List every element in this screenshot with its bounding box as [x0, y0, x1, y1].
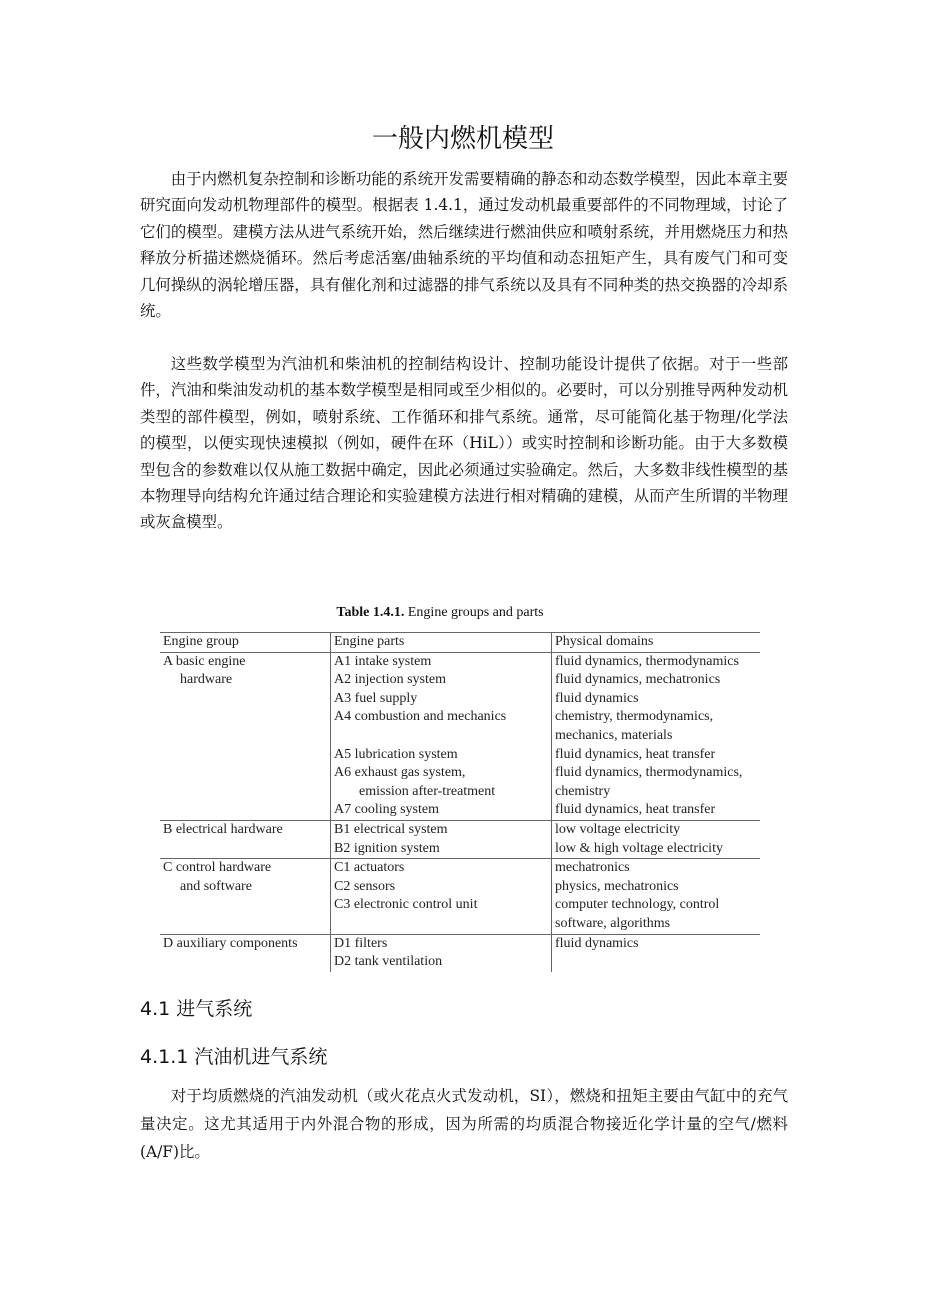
table-row	[160, 896, 760, 915]
table-cell: fluid dynamics, heat transfer	[552, 801, 761, 820]
table-cell: A basic engine	[163, 653, 246, 669]
table-cell	[552, 953, 761, 972]
header-physical-domains: Physical domains	[552, 633, 761, 653]
header-engine-parts: Engine parts	[331, 633, 552, 653]
table-row	[160, 690, 760, 709]
table-cell	[160, 915, 331, 934]
table-row	[160, 801, 760, 820]
table-cell	[160, 708, 331, 727]
table-row	[160, 746, 760, 765]
table-cell: A7 cooling system	[331, 801, 552, 820]
table-row	[160, 934, 760, 953]
table-cell	[331, 915, 552, 934]
table-cell: A1 intake system	[331, 652, 552, 671]
table-cell: computer technology, control	[552, 896, 761, 915]
table-cell: fluid dynamics, thermodynamics,	[552, 764, 761, 783]
section-number: 4.1	[140, 998, 171, 1020]
table-cell	[160, 840, 331, 859]
table-row	[160, 708, 760, 727]
table-cell	[160, 953, 331, 972]
table-cell: fluid dynamics, mechatronics	[552, 671, 761, 690]
table-caption-number: Table 1.4.1.	[336, 605, 405, 620]
table-row	[160, 859, 760, 878]
table-cell: hardware	[180, 672, 233, 688]
page-title: 一般内燃机模型	[371, 124, 554, 154]
table-cell: mechanics, materials	[552, 727, 761, 746]
table-cell: A4 combustion and mechanics	[331, 708, 552, 727]
table-row	[160, 727, 760, 746]
header-engine-group: Engine group	[160, 633, 331, 653]
table-cell: C3 electronic control unit	[331, 896, 552, 915]
table-cell: software, algorithms	[552, 915, 761, 934]
section-title: 汽油机进气系统	[194, 1046, 328, 1068]
engine-groups-table	[160, 632, 760, 972]
section-heading-4-1-1	[140, 1042, 327, 1069]
table-row	[160, 671, 760, 690]
table-cell: chemistry	[552, 783, 761, 802]
table-cell: C1 actuators	[331, 859, 552, 878]
table-cell: D2 tank ventilation	[331, 953, 552, 972]
table-cell: and software	[180, 878, 252, 894]
table-cell: A2 injection system	[331, 671, 552, 690]
table-cell: C control hardware	[160, 859, 331, 878]
table-cell: D1 filters	[331, 934, 552, 953]
section-heading-4-1	[140, 994, 252, 1021]
table-cell: D auxiliary components	[160, 934, 331, 953]
table-row	[160, 878, 760, 897]
table-cell	[160, 727, 331, 746]
section-number: 4.1.1	[140, 1046, 189, 1068]
table-cell	[160, 690, 331, 709]
table-row	[160, 953, 760, 972]
table-cell	[160, 896, 331, 915]
table-cell: physics, mechatronics	[552, 878, 761, 897]
table-row	[160, 652, 760, 671]
table-row	[160, 840, 760, 859]
table-cell	[160, 764, 331, 783]
table-row	[160, 820, 760, 839]
table-cell: A3 fuel supply	[331, 690, 552, 709]
table-row	[160, 915, 760, 934]
table-cell: B2 ignition system	[331, 840, 552, 859]
table-cell: emission after-treatment	[331, 783, 552, 802]
table-cell: low voltage electricity	[552, 820, 761, 839]
table-cell: A5 lubrication system	[331, 746, 552, 765]
table-caption	[163, 605, 717, 621]
table-row	[160, 783, 760, 802]
table-cell: fluid dynamics, heat transfer	[552, 746, 761, 765]
table-cell: fluid dynamics	[552, 690, 761, 709]
table-row	[160, 764, 760, 783]
table-caption-text: Engine groups and parts	[404, 605, 544, 620]
table-cell: low & high voltage electricity	[552, 840, 761, 859]
paragraph-models: 这些数学模型为汽油机和柴油机的控制结构设计、控制功能设计提供了依据。对于一些部件，汽油和柴油发动机的基本数学模型是相同或至少相似的。必要时，可以分别推导两种发动机类型的部件模型，例如，喷射系统、工作循环和排气系统。通常，尽可能简化基于物理/化学法的模型，以便实现快速模拟（例如，硬件在环（HiL））或实时控制和诊断功能。由于大多数模型包含的参数难以仅从施工数据中确定，因此必须通过实验确定。然后，大多数非线性模型的基本物理导向结构允许通过结合理论和实验建模方法进行相对精确的建模，从而产生所谓的半物理或灰盒模型。	[140, 355, 788, 532]
table-cell: B1 electrical system	[331, 820, 552, 839]
table-cell: fluid dynamics, thermodynamics	[552, 652, 761, 671]
section-title: 进气系统	[176, 998, 253, 1020]
table-cell: chemistry, thermodynamics,	[552, 708, 761, 727]
table-cell	[160, 801, 331, 820]
table-cell: B electrical hardware	[160, 820, 331, 839]
table-cell: fluid dynamics	[552, 934, 761, 953]
paragraph-intro: 由于内燃机复杂控制和诊断功能的系统开发需要精确的静态和动态数学模型，因此本章主要研究面向发动机物理部件的模型。根据表 1.4.1，通过发动机最重要部件的不同物理域，讨论了它们的模型。建模方法从进气系统开始，然后继续进行燃油供应和喷射系统，并用燃烧压力和热释放分析描述燃烧循环。然后考虑活塞/曲轴系统的平均值和动态扭矩产生，具有废气门和可变几何操纵的涡轮增压器，具有催化剂和过滤器的排气系统以及具有不同种类的热交换器的冷却系统。	[140, 170, 788, 321]
table-cell: mechatronics	[552, 859, 761, 878]
table-cell	[160, 746, 331, 765]
table-cell: A6 exhaust gas system,	[331, 764, 552, 783]
table-cell: C2 sensors	[331, 878, 552, 897]
table-header-row	[160, 633, 760, 653]
table-cell	[160, 783, 331, 802]
paragraph-gasoline-intake: 对于均质燃烧的汽油发动机（或火花点火式发动机，SI），燃烧和扭矩主要由气缸中的充气量决定。这尤其适用于内外混合物的形成，因为所需的均质混合物接近化学计量的空气/燃料(A/F)比。	[140, 1087, 788, 1161]
table-cell	[331, 727, 552, 746]
